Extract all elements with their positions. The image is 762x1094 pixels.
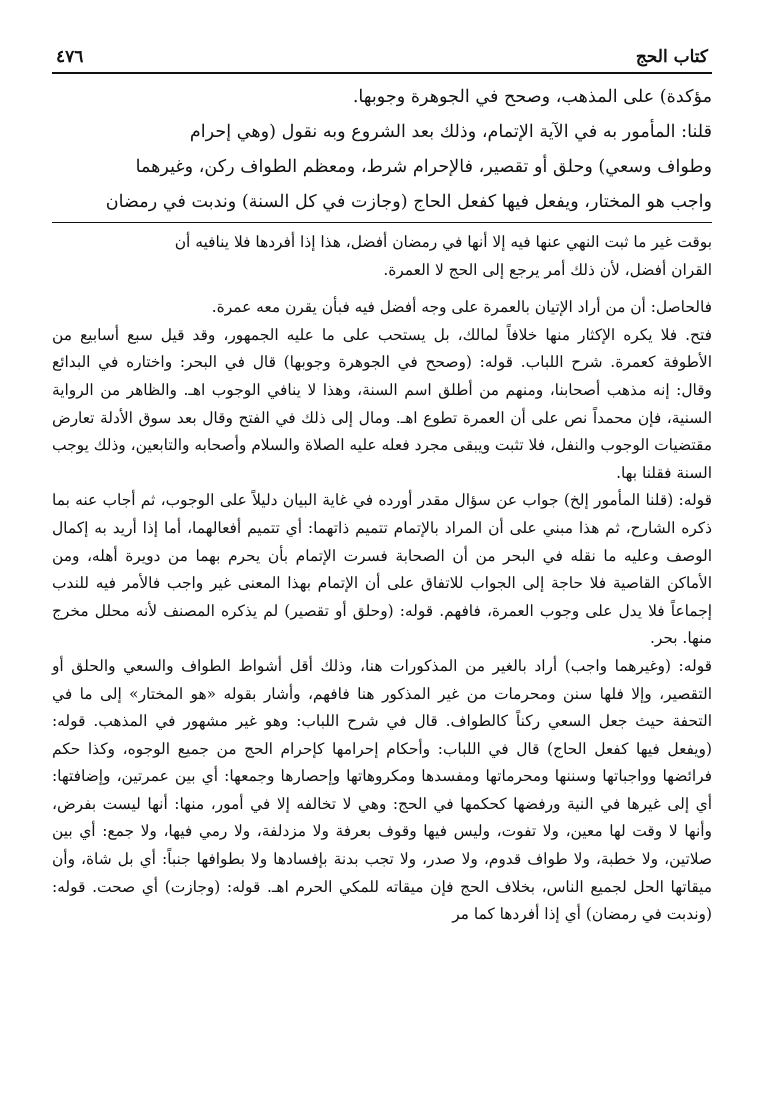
main-text-divider (52, 222, 712, 223)
commentary (52, 229, 712, 929)
book-title: كتاب الحج (635, 47, 708, 67)
commentary-line: القران أفضل، لأن ذلك أمر يرجع إلى الحج لا العمرة. (383, 260, 712, 279)
main-text-line: واجب هو المختار، ويفعل فيها كفعل الحاج (وجازت في كل السنة) وندبت في رمضان (105, 192, 712, 212)
main-text-line: وطواف وسعي) وحلق أو تقصير، فالإحرام شرط، ومعظم الطواف ركن، وغيرهما (135, 157, 712, 177)
running-header (52, 46, 712, 74)
main-text-line: قلنا: المأمور به في الآية الإتمام، وذلك بعد الشروع وبه نقول (وهي إحرام (189, 122, 712, 142)
main-text (52, 80, 712, 220)
commentary-paragraph: قوله: (وغيرهما واجب) أراد بالغير من المذكورات هنا، وذلك أقل أشواط الطواف والسعي والحلق أو التقصير، وإلا فلها سنن ومحرمات من غير المذكور هنا فافهم، وأشار بقوله «هو المختار» إلى ما في التحفة حيث جعل السعي ركناً كالطواف. قال في شرح اللباب: وهو غير مشهور في المذهب. قوله: (ويفعل فيها كفعل الحاج) قال في اللباب: وأحكام إحرامها كإحرام الحج من جميع الوجوه، وكذا حكم فرائضها وواجباتها وسننها ومحرماتها ومفسدها ومكروهاتها وإحصارها وجمعها: أي بين عمرتين، وإضافتها: أي إلى غيرها في النية ورفضها كحكمها في الحج: وهي لا تخالفه إلا في أمور، منها: أنها ليست بفرض، وأنها لا وقت لها معين، ولا تفوت، وليس فيها وقوف بعرفة ولا مزدلفة، ولا رمي فيها، ولا جمع: أي بين صلاتين، ولا خطبة، ولا طواف قدوم، ولا صدر، ولا تجب بدنة بإفسادها ولا بطوافها جنباً: أي بل شاة، وأن ميقاتها الحل لجميع الناس، بخلاف الحج فإن ميقاته للمكي الحرم اهـ. قوله: (وجازت) أي صحت. قوله: (وندبت في رمضان) أي إذا أفردها كما مر (52, 656, 712, 924)
main-text-line: مؤكدة) على المذهب، وصحح في الجوهرة وجوبها. (352, 87, 712, 107)
commentary-paragraph: فالحاصل: أن من أراد الإتيان بالعمرة على وجه أفضل فيه فبأن يقرن معه عمرة. (211, 298, 712, 317)
commentary-paragraph: فتح. فلا يكره الإكثار منها خلافاً لمالك، بل يستحب على ما عليه الجمهور، وقد قيل سبع أسابيع من الأطوفة كعمرة. شرح اللباب. قوله: (وصحح في الجوهرة وجوبها) قال في البحر: واختاره في البدائع وقال: إنه مذهب أصحابنا، ومنهم من أطلق اسم السنة، وهذا لا ينافي الوجوب اهـ. والظاهر من الرواية السنية، فإن محمداً نص على أن العمرة تطوع اهـ. ومال إلى ذلك في الفتح وقال بعد سوق الأدلة تعارض مقتضيات الوجوب والنفل، فلا تثبت ويبقى مجرد فعله عليه الصلاة والسلام وأصحابه والتابعين، وذلك يوجب السنة فقلنا بها. (52, 325, 712, 482)
commentary-paragraph: قوله: (قلنا المأمور إلخ) جواب عن سؤال مقدر أورده في غاية البيان دليلاً على الوجوب، ثم أجاب عنه بما ذكره الشارح، ثم هذا مبني على أن المراد بالإتمام تتميم ذاتهما: أي تتميم أفعالهما، أما إذا أريد به إكمال الوصف وعليه ما نقله في البحر من أن الصحابة فسرت الإتمام بأن يحرم بهما من دويرة أهله، ومن الأماكن القاصية فلا حاجة إلى الجواب للاتفاق على أن الإتمام بهذا المعنى غير واجب فالأمر فيه للندب إجماعاً فلا يدل على وجوب العمرة، فافهم. قوله: (وحلق أو تقصير) لم يذكره المصنف لأنه محلل مخرج منها. بحر. (52, 491, 712, 648)
commentary-line: بوقت غير ما ثبت النهي عنها فيه إلا أنها في رمضان أفضل، هذا إذا أفردها فلا ينافيه أن (174, 233, 712, 251)
page-number: ٤٧٦ (56, 47, 84, 67)
